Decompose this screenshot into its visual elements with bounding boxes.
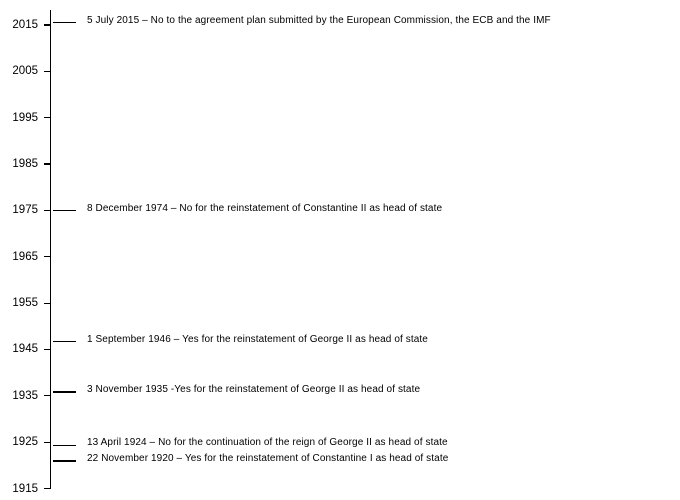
event-marker <box>53 210 76 212</box>
event-label: 3 November 1935 -Yes for the reinstatement of George II as head of state <box>87 383 421 395</box>
axis-tick-label: 1945 <box>12 343 38 356</box>
y-axis-line <box>50 10 51 489</box>
event-marker <box>53 391 76 393</box>
event-label: 8 December 1974 – No for the reinstatement of Constantine II as head of state <box>87 202 443 214</box>
event-label: 13 April 1924 – No for the continuation of the reign of George II as head of state <box>87 437 448 449</box>
axis-tick <box>44 117 50 118</box>
axis-tick <box>44 256 50 257</box>
axis-tick <box>44 210 50 211</box>
axis-tick-label: 1935 <box>12 389 38 402</box>
axis-tick <box>44 71 50 72</box>
event-label: 5 July 2015 – No to the agreement plan submitted by the European Commission, the ECB and the IMF <box>87 14 551 26</box>
axis-tick <box>44 395 50 396</box>
axis-tick-label: 1985 <box>12 158 38 171</box>
axis-tick <box>44 163 50 164</box>
event-marker <box>53 460 76 462</box>
axis-tick <box>44 24 50 25</box>
event-marker <box>53 22 76 24</box>
axis-tick-label: 2005 <box>12 65 38 78</box>
axis-tick <box>44 349 50 350</box>
event-marker <box>53 445 76 447</box>
event-label: 1 September 1946 – Yes for the reinstatement of George II as head of state <box>87 333 428 345</box>
axis-tick-label: 2015 <box>12 19 38 31</box>
axis-tick-label: 1965 <box>12 250 38 263</box>
event-label: 22 November 1920 – Yes for the reinstatement of Constantine I as head of state <box>87 453 449 465</box>
axis-tick <box>44 488 50 489</box>
axis-tick-label: 1925 <box>12 436 38 449</box>
axis-tick-label: 1915 <box>12 482 38 495</box>
axis-tick-label: 1955 <box>12 297 38 310</box>
axis-tick-label: 1995 <box>12 111 38 124</box>
axis-tick <box>44 303 50 304</box>
axis-tick-label: 1975 <box>12 204 38 217</box>
event-marker <box>53 341 76 343</box>
axis-tick <box>44 442 50 443</box>
